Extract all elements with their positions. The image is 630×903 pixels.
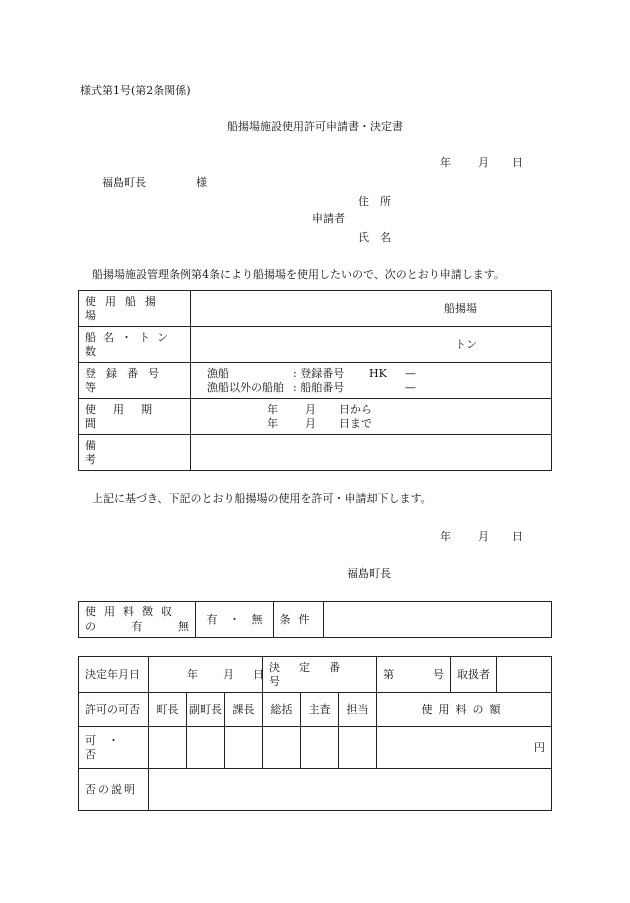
date-bottom-day: 日 xyxy=(512,530,523,543)
decision-number-text: 決定番号 xyxy=(269,660,360,688)
fee-collection-line2 xyxy=(85,620,189,635)
stamp-deputy-mayor[interactable] xyxy=(187,727,225,769)
addressee-name: 福島町長 xyxy=(102,176,146,189)
decision-date-value[interactable] xyxy=(149,657,263,693)
fee-collection-label xyxy=(79,602,196,638)
used-slipway-label xyxy=(79,291,191,327)
approval-label xyxy=(79,693,149,727)
slipway-suffix: 船揚場 xyxy=(444,301,477,315)
stamp-header-staff: 担当 xyxy=(339,693,377,727)
decision-date-label xyxy=(79,657,149,693)
dash-1: — xyxy=(405,366,416,380)
fee-mu: 無 xyxy=(178,619,189,633)
fee-no: の xyxy=(85,619,96,633)
ship-name-tonnage-text: 船名・トン数 xyxy=(85,330,175,358)
date-bottom-year: 年 xyxy=(440,530,451,543)
form-number: 様式第1号(第2条関係) xyxy=(80,84,191,97)
denial-text: 否の説明 xyxy=(85,782,137,796)
stamp-mayor[interactable] xyxy=(149,727,187,769)
application-table xyxy=(78,290,552,471)
ton-suffix: トン xyxy=(455,337,477,351)
applicant-address-label: 住 所 xyxy=(358,195,391,208)
page-title: 船揚場施設使用許可申請書・決定書 xyxy=(227,120,403,133)
intro-text: 船揚場施設管理条例第4条により船揚場を使用したいので、次のとおり申請します。 xyxy=(92,268,505,281)
date-top-month: 月 xyxy=(478,156,489,169)
remarks-text: 備考 xyxy=(85,438,170,466)
handler-value[interactable] xyxy=(497,657,552,693)
remarks-value[interactable] xyxy=(191,435,552,471)
stamp-staff[interactable] xyxy=(339,727,377,769)
period-to-line xyxy=(199,417,543,431)
handler-text: 取扱者 xyxy=(457,667,491,681)
stamp-section-chief[interactable] xyxy=(225,727,263,769)
usage-period-label xyxy=(79,399,191,435)
stamp-general[interactable] xyxy=(263,727,301,769)
to-year: 年 xyxy=(267,416,278,430)
used-slipway-label-text: 使用船揚場 xyxy=(85,294,165,322)
fee-yu: 有 xyxy=(131,619,143,633)
yen-suffix: 円 xyxy=(534,740,545,754)
applicant-label: 申請者 xyxy=(312,212,345,225)
decision-year: 年 xyxy=(187,667,198,681)
fishing-vessel-text: 漁船 xyxy=(207,366,229,380)
used-slipway-value[interactable] xyxy=(191,291,552,327)
handler-label xyxy=(451,657,497,693)
choice-separator: ・ xyxy=(229,612,240,626)
registration-value[interactable] xyxy=(191,363,552,399)
date-bottom-month: 月 xyxy=(478,530,489,543)
registration-label xyxy=(79,363,191,399)
usage-period-value[interactable] xyxy=(191,399,552,435)
decision-table xyxy=(78,656,552,811)
period-from-line xyxy=(199,403,543,417)
denial-label xyxy=(79,769,149,811)
conditions-label xyxy=(274,602,324,638)
fee-collection-line1: 使用料徴収 xyxy=(85,604,180,618)
stamp-header-mayor: 町長 xyxy=(149,693,187,727)
number-suffix: 号 xyxy=(433,667,445,681)
choice-no: 無 xyxy=(251,612,263,626)
number-prefix: 第 xyxy=(383,667,395,681)
stamp-header-chief-examiner: 主査 xyxy=(301,693,339,727)
fishing-vessel-line xyxy=(207,367,543,381)
fee-amount-value[interactable] xyxy=(377,727,552,769)
dash-2: — xyxy=(405,380,416,394)
fee-choice[interactable] xyxy=(196,602,274,638)
choice-yes: 有 xyxy=(206,612,218,626)
decision-text: 上記に基づき、下記のとおり船揚場の使用を許可・申請却下します。 xyxy=(92,492,432,505)
ship-number-text: : 船舶番号 xyxy=(293,380,345,394)
hk-prefix: HK xyxy=(369,366,387,380)
denial-explanation-value[interactable] xyxy=(149,769,552,811)
fee-table xyxy=(78,601,552,638)
registration-number-text: : 登録番号 xyxy=(293,366,345,380)
fee-amount-text: 使用料の額 xyxy=(421,702,507,716)
approval-text: 許可の可否 xyxy=(85,702,140,716)
addressee-honorific: 様 xyxy=(196,176,207,189)
stamp-header-general: 総括 xyxy=(263,693,301,727)
conditions-value[interactable] xyxy=(324,602,552,638)
other-vessel-line xyxy=(207,381,543,395)
stamp-chief-examiner[interactable] xyxy=(301,727,339,769)
to-month: 月 xyxy=(305,416,316,430)
fee-amount-label xyxy=(377,693,552,727)
yesno-label xyxy=(79,727,149,769)
stamp-header-deputy-mayor: 副町長 xyxy=(187,693,225,727)
usage-period-text: 使用期間 xyxy=(85,402,169,430)
ship-name-tonnage-label xyxy=(79,327,191,363)
ship-name-tonnage-value[interactable] xyxy=(191,327,552,363)
date-top-day: 日 xyxy=(512,156,523,169)
date-top-year: 年 xyxy=(440,156,451,169)
decision-month: 月 xyxy=(223,667,234,681)
conditions-text: 条件 xyxy=(279,612,318,626)
from-year: 年 xyxy=(267,402,278,416)
decision-date-text: 決定年月日 xyxy=(85,667,140,681)
to-day: 日まで xyxy=(339,416,372,430)
yesno-text: 可・否 xyxy=(85,733,131,761)
mayor-name: 福島町長 xyxy=(347,567,391,580)
other-vessel-text: 漁船以外の船舶 xyxy=(207,380,284,394)
decision-number-label xyxy=(263,657,377,693)
remarks-label xyxy=(79,435,191,471)
decision-day: 日 xyxy=(253,667,264,681)
from-month: 月 xyxy=(305,402,316,416)
registration-label-text: 登録番号等 xyxy=(85,366,169,394)
from-day: 日から xyxy=(339,402,372,416)
stamp-header-section-chief: 課長 xyxy=(225,693,263,727)
applicant-name-label: 氏 名 xyxy=(358,231,391,244)
decision-number-value[interactable] xyxy=(377,657,451,693)
